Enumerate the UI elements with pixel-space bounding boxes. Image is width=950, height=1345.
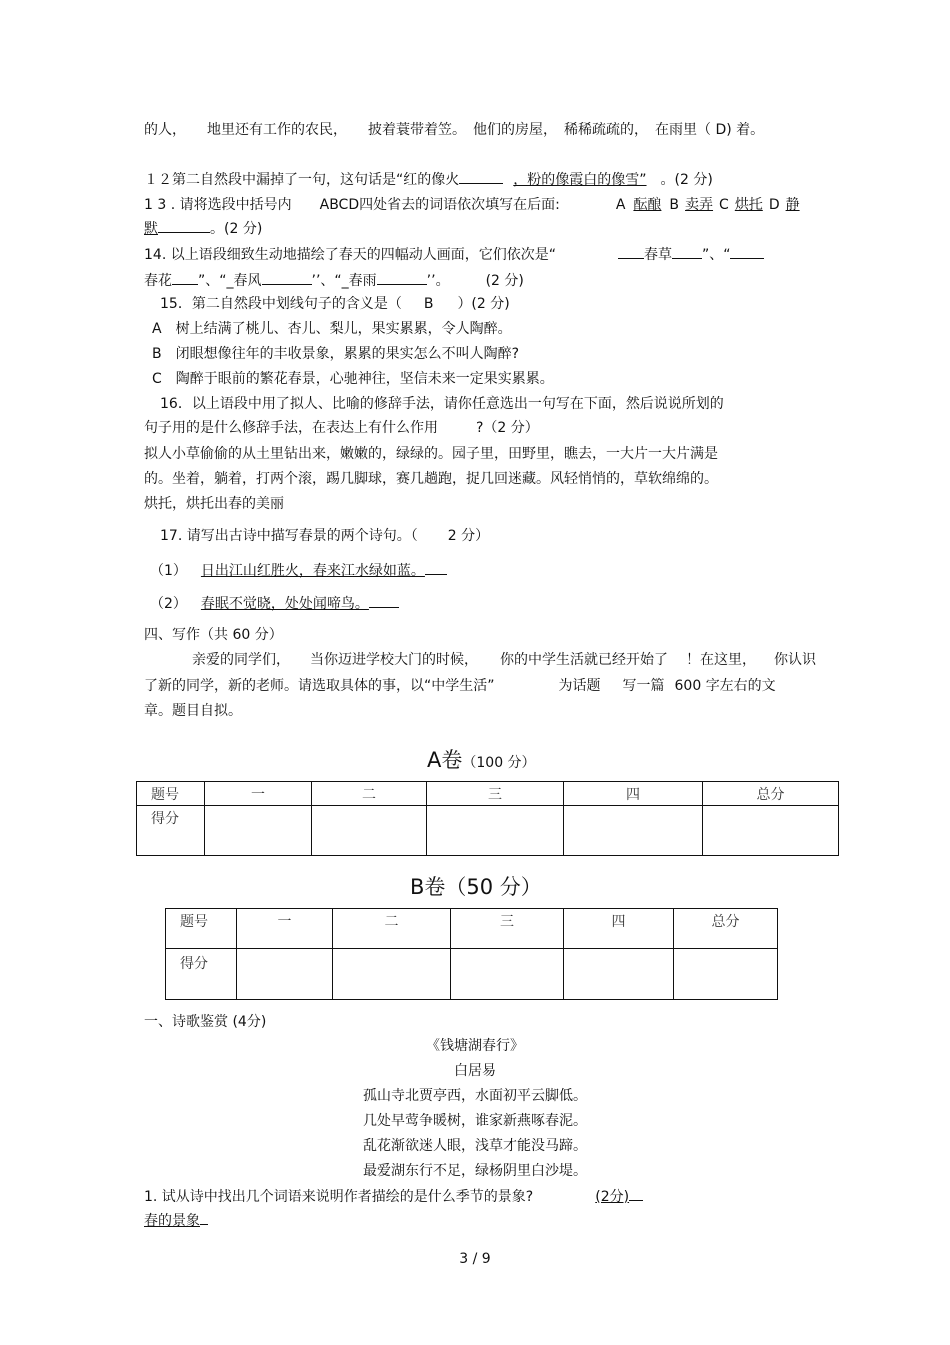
q13-c-answer: 烘托 <box>734 197 763 213</box>
poetry-section-title: 一、诗歌鉴赏 (4分) <box>144 1014 267 1030</box>
q13-a-label: A <box>615 197 626 213</box>
poetry-q1-blank <box>629 1187 643 1201</box>
q16-answer-3: 烘托，烘托出春的美丽 <box>144 496 284 512</box>
score-cell[interactable] <box>674 949 778 1000</box>
q16-answer-2: 的。坐着，躺着，打两个滚，踢几脚球，赛几趟跑，捉几回迷藏。风轻悄悄的，草软绵绵的。 <box>144 471 718 487</box>
writing-para-1 <box>192 651 816 669</box>
poem-line-4: 最爱湖东行不足，绿杨阴里白沙堤。 <box>363 1163 587 1179</box>
writing-text: 600 字左右的文 <box>674 678 776 694</box>
question-14-line2 <box>144 271 524 290</box>
question-12 <box>144 170 713 189</box>
table-b-title: B卷（50 分） <box>410 875 542 899</box>
q13-d-answer-cont: 默 <box>144 221 158 237</box>
header-cell: 题号 <box>166 909 237 949</box>
score-table-b <box>165 908 778 1000</box>
header-cell: 三 <box>451 909 564 949</box>
question-15 <box>160 295 510 313</box>
writing-title: 四、写作（共 60 分） <box>144 627 283 643</box>
header-cell: 二 <box>333 909 451 949</box>
table-a-title-text: A卷 <box>427 748 463 772</box>
poetry-q1-score: (2分) <box>595 1189 630 1205</box>
q13-line1: 1 3 . 请将选段中括号内 <box>144 197 292 213</box>
score-cell[interactable] <box>205 806 312 856</box>
header-cell: 总分 <box>674 909 778 949</box>
poem-line-2: 几处早莺争暖树，谁家新燕啄春泥。 <box>363 1113 587 1129</box>
q15-score: ）(2 分) <box>457 296 510 312</box>
q14-chunfeng: ”、“_春风 <box>198 273 262 289</box>
q13-b-answer: 卖弄 <box>685 197 714 213</box>
score-cell[interactable] <box>451 949 564 1000</box>
header-cell: 四 <box>564 782 703 806</box>
option-label: A <box>152 321 162 337</box>
header-cell: 总分 <box>703 782 839 806</box>
q14-blank-1 <box>618 245 644 259</box>
q14-line2-end: ’’。 <box>426 273 450 289</box>
q14-chuncao: 春草 <box>643 247 672 263</box>
table-row <box>166 949 778 1000</box>
header-cell: 题号 <box>137 782 205 806</box>
q12-blank <box>459 170 503 184</box>
writing-text: 写一篇 <box>622 678 665 694</box>
question-16-line2 <box>144 419 539 437</box>
option-text: 树上结满了桃儿、杏儿、梨儿，果实累累，令人陶醉。 <box>175 321 512 337</box>
score-cell[interactable] <box>564 806 703 856</box>
poetry-answer-blank <box>200 1211 208 1225</box>
q14-blank-3 <box>730 245 764 259</box>
poem-title: 《钱塘湖春行》 <box>426 1038 524 1054</box>
writing-text: 当你迈进学校大门的时候， <box>310 652 478 668</box>
q14-stem: 14. 以上语段细致生动地描绘了春天的四幅动人画面，它们依次是“ <box>144 247 556 263</box>
q12-prefix: １２第二自然段中漏掉了一句，这句话是“红的像火 <box>144 172 460 188</box>
question-13 <box>144 196 800 214</box>
score-cell[interactable] <box>703 806 839 856</box>
poetry-q1-text: 1. 试从诗中找出几个词语来说明作者描绘的是什么季节的景象? <box>144 1189 534 1205</box>
q13-c-label: C <box>719 197 729 213</box>
option-label: B <box>152 346 162 362</box>
q17-answer-1 <box>150 561 447 580</box>
q13-d-answer: 静 <box>785 197 800 213</box>
q13-b-label: B <box>669 197 680 213</box>
q15-stem: 15．第二自然段中划线句子的含义是（ <box>160 296 402 312</box>
q13-a-answer: 酝酿 <box>633 197 662 213</box>
continuation-text: 的人， 地里还有工作的农民， 披着蓑带着笠。 他们的房屋， 稀稀疏疏的， 在雨里（ D) 着。 <box>144 122 765 138</box>
writing-para-2 <box>144 677 776 695</box>
score-cell[interactable] <box>564 949 674 1000</box>
q17-text: 日出江山红胜火，春来江水绿如蓝。 <box>200 563 425 579</box>
q14-blank-2 <box>672 245 702 259</box>
table-a-title <box>427 744 536 774</box>
header-cell: 四 <box>564 909 674 949</box>
q12-suffix: 。(2 分) <box>660 172 713 188</box>
option-label: C <box>152 371 162 387</box>
option-text: 闭眼想像往年的丰收景象，累累的果实怎么不叫人陶醉? <box>175 346 520 362</box>
q15-option-a <box>152 320 512 338</box>
q13-suffix: 。(2 分) <box>210 221 263 237</box>
writing-text: 了新的同学，新的老师。请选取具体的事，以“中学生活” <box>144 678 495 694</box>
score-cell[interactable] <box>237 949 333 1000</box>
poem-line-3: 乱花渐欲迷人眼，浅草才能没马蹄。 <box>363 1138 587 1154</box>
writing-text: ！在这里， <box>686 652 756 668</box>
score-cell[interactable] <box>333 949 451 1000</box>
q14-blank-4 <box>172 271 198 285</box>
header-cell: 一 <box>205 782 312 806</box>
writing-text: 为话题 <box>558 678 601 694</box>
option-text: 陶醉于眼前的繁花春景，心驰神往，坚信未来一定果实累累。 <box>175 371 554 387</box>
writing-text: 你的中学生活就已经开始了 <box>500 652 668 668</box>
q14-chunyu: ’’、“_春雨 <box>311 273 377 289</box>
page-number: 3 / 9 <box>459 1251 491 1267</box>
header-cell: 三 <box>427 782 564 806</box>
writing-text: 你认识 <box>774 652 816 668</box>
q17-blank <box>425 561 447 575</box>
score-cell[interactable] <box>427 806 564 856</box>
q14-chunhua: 春花 <box>144 273 172 289</box>
poetry-question-1 <box>144 1187 643 1206</box>
q14-blank-6 <box>377 271 427 285</box>
row-label-cell: 得分 <box>166 949 237 1000</box>
header-cell: 一 <box>237 909 333 949</box>
question-16: 16．以上语段中用了拟人、比喻的修辞手法，请你任意选出一句写在下面，然后说说所划的 <box>160 396 724 412</box>
q14-line1-end: ”、“ <box>701 247 731 263</box>
table-row <box>137 782 839 806</box>
poetry-q1-answer: 春的景象 <box>144 1213 200 1229</box>
writing-para-3: 章。题目自拟。 <box>144 703 242 719</box>
poem-author: 白居易 <box>454 1063 496 1079</box>
q17-text: 春眠不觉晓，处处闻啼鸟。 <box>200 596 369 612</box>
q14-score: (2 分) <box>485 273 524 289</box>
poetry-answer-1 <box>144 1211 208 1230</box>
table-row <box>166 909 778 949</box>
q13-d-label: D <box>768 197 780 213</box>
q17-stem: 17. 请写出古诗中描写春景的两个诗句。（ <box>160 528 418 544</box>
table-a-score: （100 分） <box>462 755 536 771</box>
table-row <box>137 806 839 856</box>
question-17 <box>160 527 489 545</box>
poem-line-1: 孤山寺北贾亭西，水面初平云脚低。 <box>363 1088 587 1104</box>
q15-option-b <box>152 345 519 363</box>
q14-blank-5 <box>262 271 312 285</box>
q15-option-c <box>152 370 554 388</box>
row-label-cell: 得分 <box>137 806 205 856</box>
q17-blank <box>369 594 399 608</box>
score-table-a <box>136 781 839 856</box>
score-cell[interactable] <box>312 806 427 856</box>
q16-line2: 句子用的是什么修辞手法，在表达上有什么作用 <box>144 420 438 436</box>
q17-score: 2 分） <box>447 528 490 544</box>
question-13-line2 <box>144 219 262 238</box>
q16-answer-1: 拟人小草偷偷的从土里钻出来，嫩嫩的，绿绿的。园子里，田野里，瞧去，一大片一大片满是 <box>144 446 718 462</box>
q16-score: ?（2 分） <box>476 420 539 436</box>
writing-text: 亲爱的同学们， <box>192 652 290 668</box>
q17-label: （2） <box>150 596 187 612</box>
q13-abcd: ABCD四处省去的词语依次填写在后面: <box>319 197 560 213</box>
q17-answer-2 <box>150 594 399 613</box>
q17-label: （1） <box>150 563 187 579</box>
q13-blank <box>158 219 210 233</box>
q12-middle: ，粉的像霞白的像雪” <box>513 172 647 188</box>
header-cell: 二 <box>312 782 427 806</box>
question-14 <box>144 245 764 264</box>
q15-answer: B <box>423 296 434 312</box>
